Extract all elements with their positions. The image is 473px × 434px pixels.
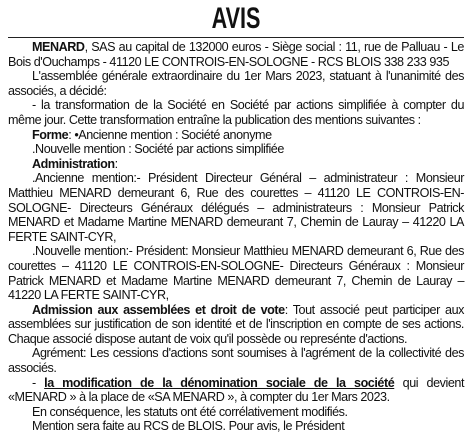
forme-label: Forme [32,127,69,142]
notice-body [8,40,464,434]
assembly-paragraph: L'assemblée générale extraordinaire du 1er Mars 2023, statuant à l'unanimité des associés, a décidé: [8,69,464,98]
admission-label: Admission aux assemblées et droit de vote [32,302,285,317]
company-name: MENARD [32,40,85,54]
mention-paragraph: Mention sera faite au RCS de BLOIS. Pour avis, le Président [32,419,345,434]
administration-heading [8,157,464,172]
administration-new-paragraph: .Nouvelle mention:- Président: Monsieur Matthieu MENARD demeurant 6, Rue des courettes – 41120 LE CONTROIS-EN-SOLOGNE- Directeurs Généraux : Monsieur Patrick MENARD et Madame Martine MENARD demeurant 7, Chemin de Lauray – 41220 LA FERTE SAINT-CYR, [8,244,464,303]
admission-paragraph [8,303,464,347]
consequence-paragraph: En conséquence, les statuts ont été corrélativement modifiés. [32,404,348,419]
agrement-paragraph: Agrément: Les cessions d'actions sont soumises à l'agrément de la collectivité des associés. [8,346,464,376]
forme-old-paragraph [8,128,464,143]
administration-colon: : [114,156,118,171]
company-intro [8,40,464,69]
modification-paragraph [8,376,464,405]
company-details: , SAS au capital de 132000 euros - Siège social : 11, rue de Palluau - Le Bois d'Ouchamps - 41120 LE CONTROIS-EN-SOLOGNE - RCS BLOIS 338 233 935 [8,40,464,69]
administration-old-paragraph: .Ancienne mention:- Président Directeur Général – administrateur : Monsieur Matthieu MENARD demeurant 6, Rue des courettes – 41120 LE CONTROIS-EN-SOLOGNE- Directeurs Généraux délégués – administrateurs : Monsieur Patrick MENARD et Madame Martine MENARD demeurant 7, Chemin de Lauray – 41220 LA FERTE SAINT-CYR, [8,171,464,244]
notice-title: AVIS [211,2,261,35]
admission-text: : Tout associé peut participer aux assemblées sur justification de son identité et de l'inscription en compte de ses actions. Chaque associé dispose autant de voix qu'il possède ou represénte d'actions. [8,302,464,346]
forme-new-paragraph: .Nouvelle mention : Société par actions simplifiée [32,142,284,157]
transformation-paragraph: - la transformation de la Société en Société par actions simplifiée à compter du même jour. Cette transformation entraîne la publication des mentions suivantes : [8,98,464,127]
modification-label: la modification de la dénomination sociale de la société [44,375,395,390]
legal-notice [8,2,464,434]
administration-label: Administration [32,156,115,171]
title-divider [8,37,464,38]
modification-text: qui devient «MENARD » à la place de «SA MENARD », à compter du 1er Mars 2023. [8,375,465,405]
forme-old-text: : •Ancienne mention : Société anonyme [68,127,272,142]
modification-prefix: - [32,375,45,390]
